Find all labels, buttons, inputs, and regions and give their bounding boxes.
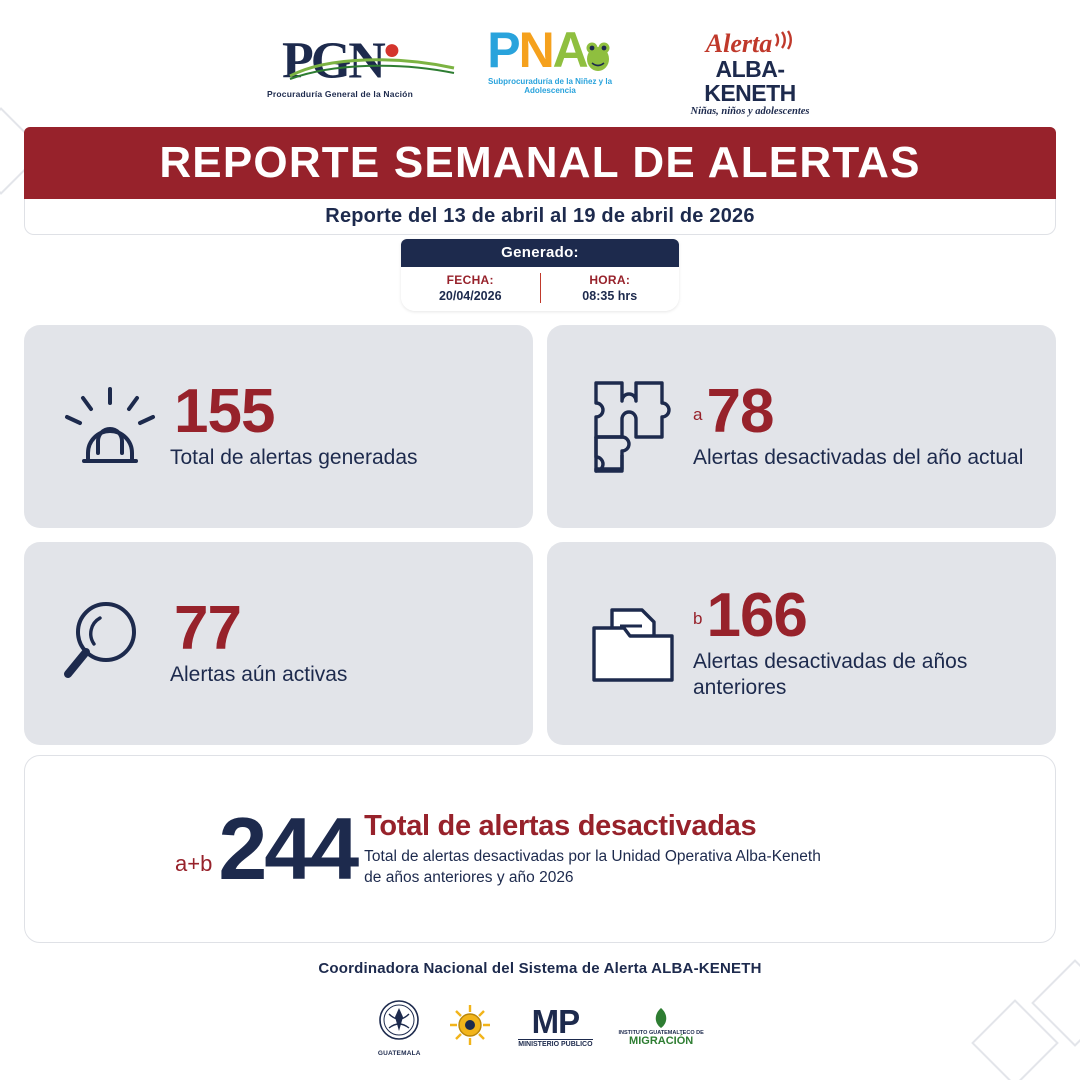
report-period: Reporte del 13 de abril al 19 de abril de 2026 [325, 205, 755, 227]
stat-card-deactivated-current-year [547, 325, 1056, 528]
stat-description: Total de alertas generadas [170, 445, 418, 469]
stat-card-body [693, 376, 1024, 471]
gobierno-guatemala-caption: GUATEMALA [377, 1049, 421, 1057]
pna-letter-p: P [487, 22, 519, 78]
alba-keneth-logo [670, 24, 830, 117]
alba-keneth-wordmark: ALBA-KENETH [704, 56, 796, 106]
pna-logo [464, 24, 636, 106]
stat-description: Alertas desactivadas del año actual [693, 445, 1024, 469]
pnc-seal [448, 1003, 492, 1052]
stat-value: 78 [706, 376, 774, 446]
guatemala-seal-icon [376, 998, 422, 1044]
gobierno-guatemala-seal [376, 998, 422, 1057]
total-text [364, 810, 834, 888]
folder-document-icon [573, 592, 693, 696]
generated-box [401, 239, 679, 311]
pna-letter-n: N [518, 22, 553, 78]
puzzle-icon [573, 375, 693, 479]
stats-grid [24, 325, 1056, 745]
generated-date [401, 273, 540, 303]
total-value: 244 [218, 799, 357, 898]
frog-icon [583, 39, 613, 73]
pgn-dot-icon: ● [382, 33, 398, 66]
mp-caption: MINISTERIO PÚBLICO [518, 1041, 593, 1048]
footer-text: Coordinadora Nacional del Sistema de Alerta ALBA-KENETH [318, 960, 762, 977]
pna-wordmark [487, 24, 613, 76]
generated-date-value: 20/04/2026 [438, 289, 502, 303]
generated-time-label: HORA: [589, 273, 631, 287]
signal-waves-icon [772, 30, 794, 50]
footer-logos [0, 995, 1080, 1059]
pnc-seal-icon [448, 1003, 492, 1047]
stat-value: 155 [174, 376, 275, 446]
title-banner [24, 127, 1056, 199]
ministerio-publico-logo [518, 1003, 593, 1048]
pgn-wordmark [282, 24, 398, 90]
pgn-logo [250, 24, 430, 106]
total-tag: a+b [175, 851, 213, 876]
stat-card-body [693, 580, 1030, 701]
subtitle-bar [24, 199, 1056, 235]
instituto-migracion-logo [619, 1007, 704, 1047]
migracion-top-caption: INSTITUTO GUATEMALTECO DE [618, 1030, 704, 1036]
pgn-caption: Procuraduría General de la Nación [267, 89, 413, 100]
generated-date-label: FECHA: [446, 273, 494, 287]
mp-wordmark: MP [531, 1003, 580, 1040]
alba-keneth-caption: Niñas, niños y adolescentes [690, 106, 810, 117]
stat-description: Alertas aún activas [170, 662, 348, 686]
pna-letter-a: A [552, 22, 587, 78]
stat-tag: a [693, 404, 703, 424]
stat-card-body [170, 593, 348, 688]
alerta-text: Alerta [705, 29, 773, 58]
stat-value: 166 [706, 580, 807, 650]
total-deactivated-card [24, 755, 1056, 943]
total-title: Total de alertas desactivadas [364, 810, 757, 842]
total-description: Total de alertas desactivadas por la Unidad Operativa Alba-Keneth de años anteriores y año 2026 [364, 848, 821, 886]
stat-card-still-active [24, 542, 533, 745]
generated-time-value: 08:35 hrs [582, 289, 638, 303]
stat-tag: b [693, 608, 703, 628]
siren-icon [50, 375, 170, 479]
generated-body [401, 267, 679, 311]
stat-card-total-generated [24, 325, 533, 528]
magnifier-icon [50, 592, 170, 696]
stat-value: 77 [174, 593, 241, 663]
pna-caption: Subprocuraduría de la Niñez y la Adolescencia [487, 77, 613, 95]
generated-heading: Generado: [401, 239, 679, 267]
stat-card-body [170, 376, 418, 471]
migracion-leaf-icon [652, 1007, 670, 1029]
migracion-wordmark: MIGRACIÓN [629, 1035, 694, 1047]
stat-description: Alertas desactivadas de años anteriores [693, 649, 968, 699]
generated-time [540, 273, 680, 303]
alerta-wordmark [706, 30, 794, 56]
pgn-mark-text: PGN [282, 32, 383, 90]
header-logos [0, 22, 1080, 117]
page-title: REPORTE SEMANAL DE ALERTAS [159, 138, 921, 187]
stat-card-deactivated-previous-years [547, 542, 1056, 745]
